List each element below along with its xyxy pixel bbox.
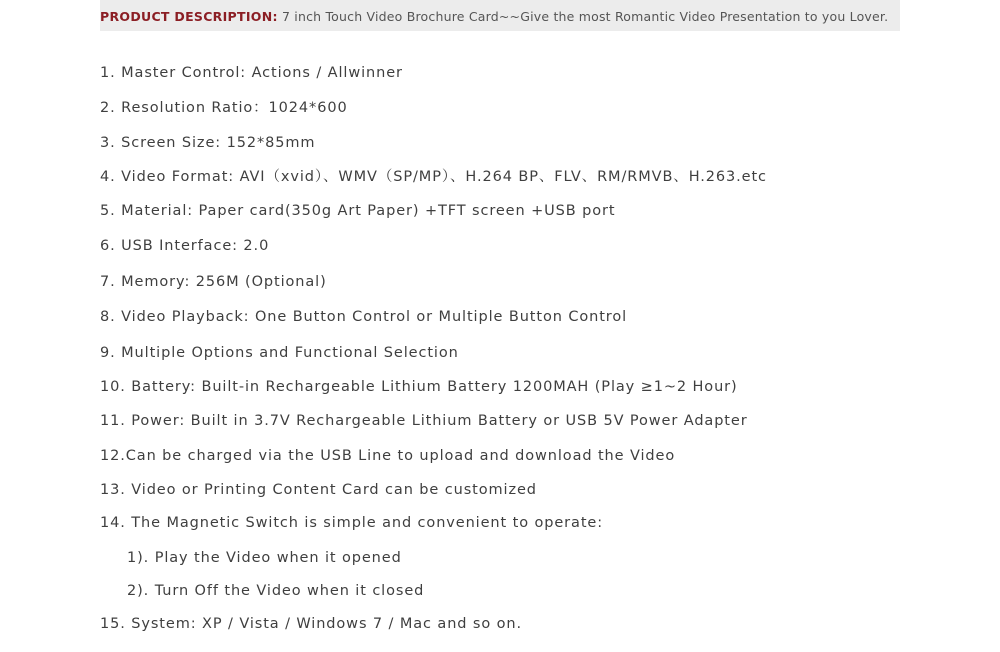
- spec-subitem-turn-off: 2). Turn Off the Video when it closed: [127, 583, 425, 599]
- product-description-label: PRODUCT DESCRIPTION:: [100, 9, 278, 24]
- spec-item-screen-size: 3. Screen Size: 152*85mm: [100, 135, 316, 151]
- spec-item-system: 15. System: XP / Vista / Windows 7 / Mac and so on.: [100, 616, 523, 632]
- spec-item-options: 9. Multiple Options and Functional Selection: [100, 345, 459, 361]
- spec-subitem-play: 1). Play the Video when it opened: [127, 550, 402, 566]
- spec-item-material: 5. Material: Paper card(350g Art Paper) +TFT screen +USB port: [100, 203, 616, 219]
- spec-item-usb-interface: 6. USB Interface: 2.0: [100, 238, 270, 254]
- spec-item-video-format: 4. Video Format: AVI（xvid）、WMV（SP/MP）、H.264 BP、FLV、RM/RMVB、H.263.etc: [100, 169, 767, 185]
- spec-item-power: 11. Power: Built in 3.7V Rechargeable Lithium Battery or USB 5V Power Adapter: [100, 413, 748, 429]
- spec-item-magnetic-switch: 14. The Magnetic Switch is simple and convenient to operate:: [100, 515, 604, 531]
- spec-item-memory: 7. Memory: 256M (Optional): [100, 274, 327, 290]
- spec-item-customization: 13. Video or Printing Content Card can be customized: [100, 482, 537, 498]
- product-description-text: 7 inch Touch Video Brochure Card~~Give the most Romantic Video Presentation to you Lover.: [277, 9, 889, 24]
- spec-item-charging: 12.Can be charged via the USB Line to upload and download the Video: [100, 448, 676, 464]
- spec-item-battery: 10. Battery: Built-in Rechargeable Lithium Battery 1200MAH (Play ≥1~2 Hour): [100, 379, 738, 395]
- spec-item-master-control: 1. Master Control: Actions / Allwinner: [100, 65, 403, 81]
- spec-item-video-playback: 8. Video Playback: One Button Control or Multiple Button Control: [100, 309, 628, 325]
- product-description-bar: [100, 0, 900, 31]
- spec-item-resolution: 2. Resolution Ratio：1024*600: [100, 100, 348, 116]
